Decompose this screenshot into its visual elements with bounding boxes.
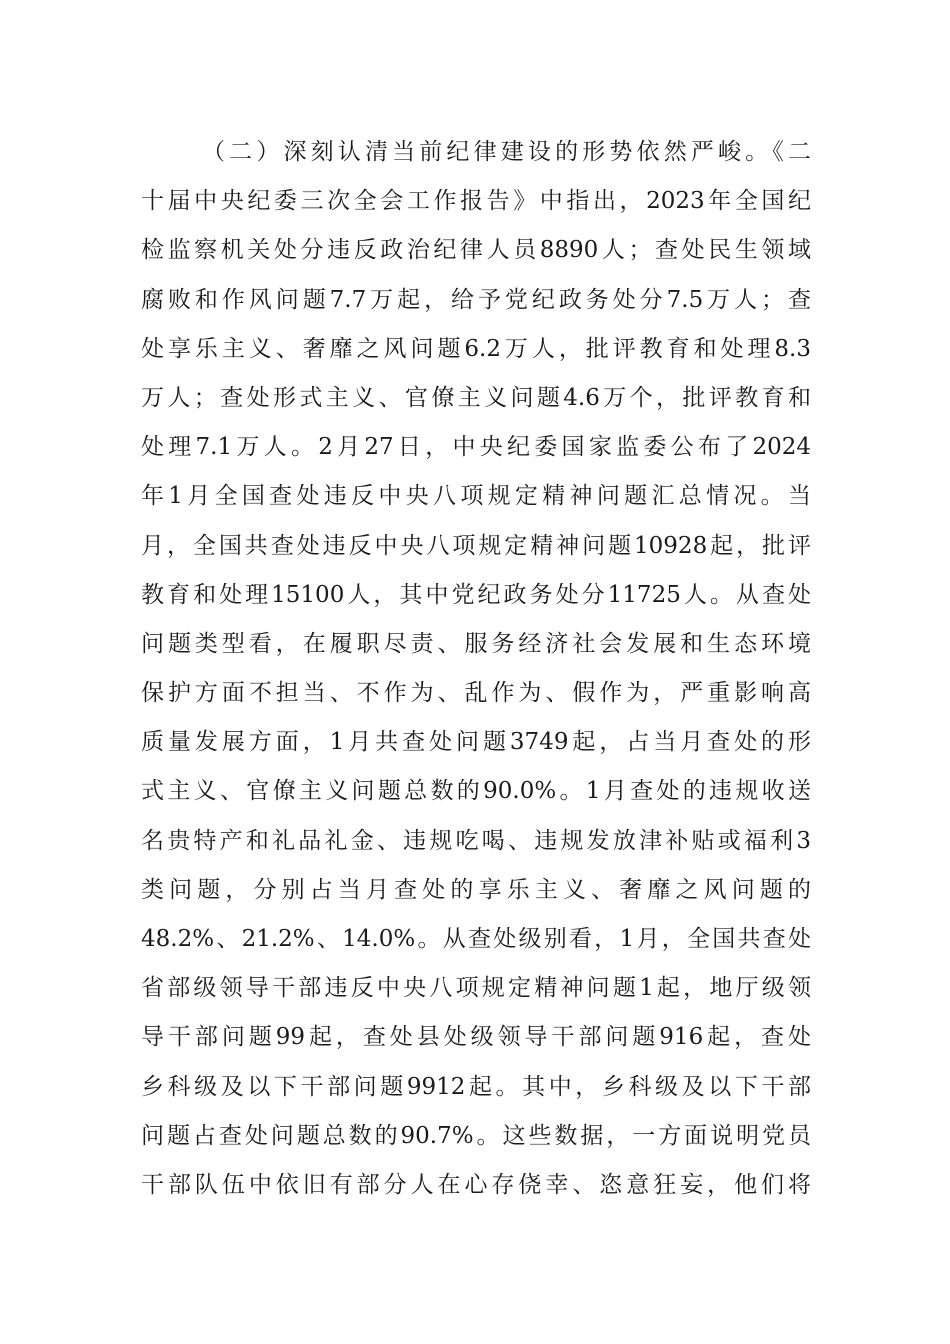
text-line: 乡科级及以下干部问题9912起。其中，乡科级及以下干部 bbox=[141, 1073, 811, 1100]
text-line: 导干部问题99起，查处县处级领导干部问题916起，查处 bbox=[141, 1024, 811, 1051]
text-line: （二）深刻认清当前纪律建设的形势依然严峻。《二 bbox=[202, 139, 811, 165]
text-line: 处享乐主义、奢靡之风问题6.2万人，批评教育和处理8.3 bbox=[141, 335, 811, 362]
text-line: 十届中央纪委三次全会工作报告》中指出，2023年全国纪 bbox=[141, 188, 811, 215]
body-paragraph bbox=[141, 128, 811, 1210]
text-line: 年1月全国查处违反中央八项规定精神问题汇总情况。当 bbox=[141, 483, 811, 510]
text-line: 干部队伍中依旧有部分人在心存侥幸、恣意狂妄，他们将 bbox=[141, 1171, 811, 1198]
text-line: 月，全国共查处违反中央八项规定精神问题10928起，批评 bbox=[141, 532, 811, 559]
text-line: 腐败和作风问题7.7万起，给予党纪政务处分7.5万人；查 bbox=[141, 286, 811, 313]
text-line: 名贵特产和礼品礼金、违规吃喝、违规发放津补贴或福利3 bbox=[141, 827, 811, 854]
text-line: 万人；查处形式主义、官僚主义问题4.6万个，批评教育和 bbox=[141, 384, 811, 411]
text-line: 保护方面不担当、不作为、乱作为、假作为，严重影响高 bbox=[141, 680, 811, 707]
text-line: 省部级领导干部违反中央八项规定精神问题1起，地厅级领 bbox=[141, 975, 811, 1002]
text-line: 式主义、官僚主义问题总数的90.0%。1月查处的违规收送 bbox=[141, 778, 811, 805]
text-line: 类问题，分别占当月查处的享乐主义、奢靡之风问题的 bbox=[141, 876, 811, 903]
text-line: 处理7.1万人。2月27日，中央纪委国家监委公布了2024 bbox=[141, 434, 811, 461]
text-line: 检监察机关处分违反政治纪律人员8890人；查处民生领域 bbox=[141, 237, 811, 264]
text-line: 问题类型看，在履职尽责、服务经济社会发展和生态环境 bbox=[141, 630, 811, 657]
text-line: 教育和处理15100人，其中党纪政务处分11725人。从查处 bbox=[141, 581, 811, 608]
text-line: 48.2%、21.2%、14.0%。从查处级别看，1月，全国共查处 bbox=[141, 926, 811, 952]
text-line: 质量发展方面，1月共查处问题3749起，占当月查处的形 bbox=[141, 729, 811, 756]
text-line: 问题占查处问题总数的90.7%。这些数据，一方面说明党员 bbox=[141, 1122, 811, 1149]
